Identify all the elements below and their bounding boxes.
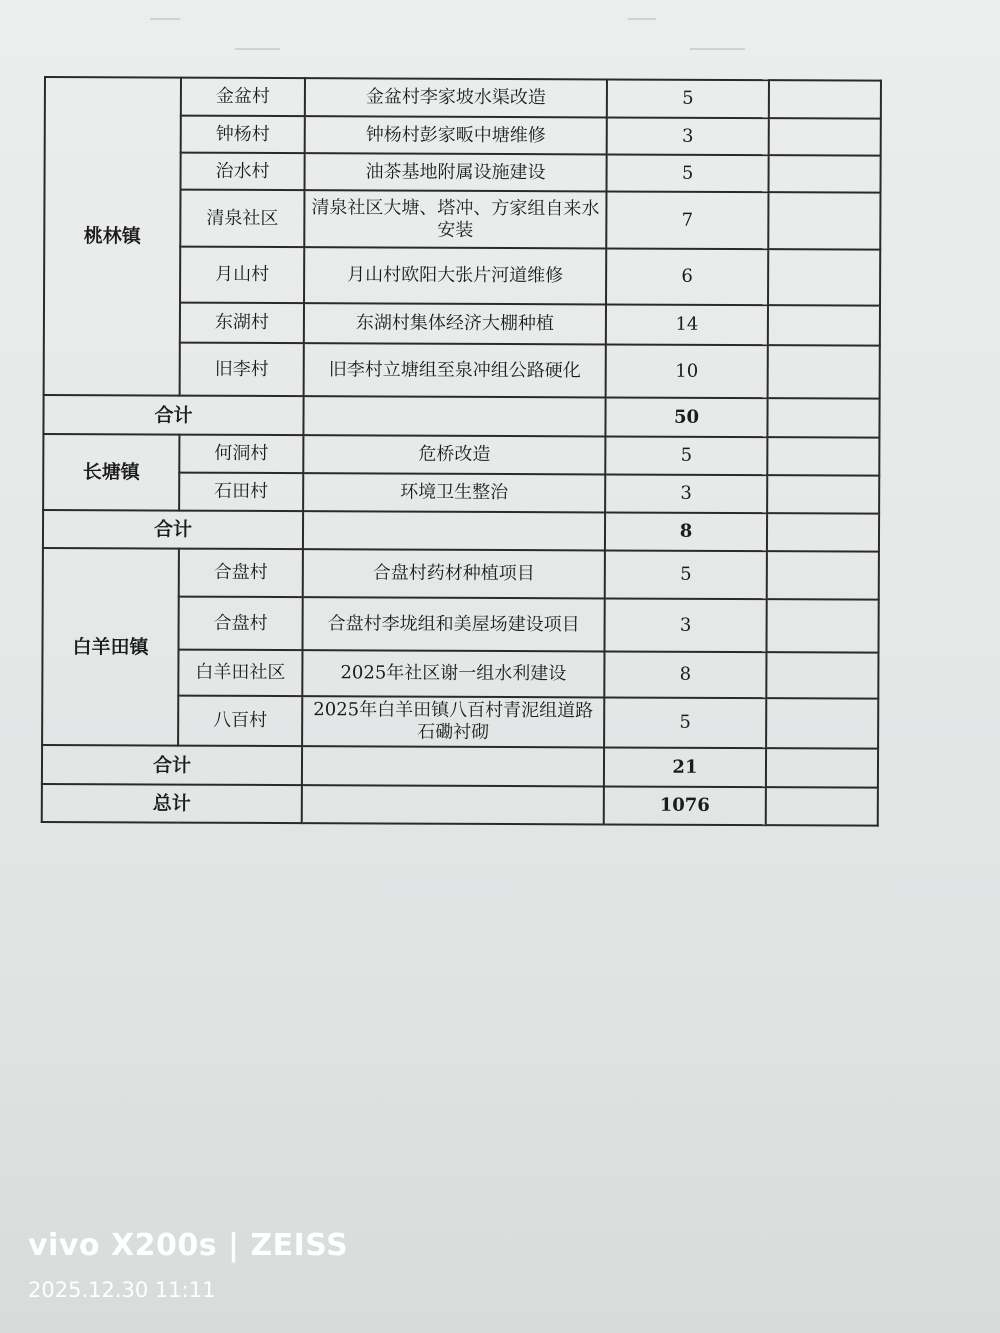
village-cell: 治水村 — [181, 153, 305, 191]
village-cell: 八百村 — [178, 696, 302, 747]
paper-smudge — [690, 48, 745, 50]
project-cell — [303, 396, 605, 436]
subtotal-row — [43, 395, 879, 438]
note-cell — [766, 748, 878, 787]
note-cell — [766, 698, 878, 748]
amount-cell: 5 — [607, 154, 769, 192]
project-cell — [303, 511, 605, 550]
amount-cell: 6 — [606, 248, 768, 305]
project-cell: 金盆村李家坡水渠改造 — [305, 78, 607, 117]
village-cell: 月山村 — [180, 247, 304, 304]
grand-total-value: 1076 — [604, 786, 766, 825]
village-cell: 金盆村 — [181, 78, 305, 117]
project-cell: 环境卫生整治 — [303, 473, 605, 512]
amount-cell: 10 — [606, 344, 768, 398]
town-cell: 白羊田镇 — [42, 548, 179, 746]
note-cell — [769, 80, 881, 118]
village-cell: 何洞村 — [179, 435, 303, 474]
project-cell: 东湖村集体经济大棚种植 — [304, 303, 606, 344]
subtotal-row — [42, 745, 878, 788]
grand-total-row — [42, 784, 878, 826]
note-cell — [769, 118, 881, 155]
amount-cell: 5 — [605, 436, 767, 475]
subtotal-label: 合计 — [43, 395, 303, 435]
table-row — [43, 548, 879, 600]
village-cell: 合盘村 — [179, 549, 303, 598]
town-cell: 桃林镇 — [44, 77, 181, 396]
subtotal-value: 8 — [605, 512, 767, 551]
village-cell: 旧李村 — [180, 343, 304, 397]
amount-cell: 5 — [607, 79, 769, 118]
note-cell — [766, 652, 878, 698]
note-cell — [767, 513, 879, 551]
paper-smudge — [628, 18, 656, 20]
project-cell: 危桥改造 — [303, 435, 605, 474]
village-cell: 合盘村 — [178, 597, 302, 651]
note-cell — [769, 155, 881, 192]
note-cell — [768, 345, 880, 398]
note-cell — [766, 787, 878, 825]
grand-total-label: 总计 — [42, 784, 302, 823]
village-cell: 东湖村 — [180, 303, 304, 344]
project-cell: 钟杨村彭家畈中塘维修 — [305, 116, 607, 154]
camera-watermark-brand: vivo X200s | ZEISS — [28, 1228, 349, 1263]
paper-smudge — [235, 48, 280, 50]
project-cell: 旧李村立塘组至泉冲组公路硬化 — [304, 343, 606, 397]
amount-cell: 3 — [607, 117, 769, 155]
amount-cell: 3 — [605, 474, 767, 513]
camera-watermark-datetime: 2025.12.30 11:11 — [28, 1278, 216, 1302]
village-cell: 白羊田社区 — [178, 650, 302, 697]
amount-cell: 14 — [606, 304, 768, 345]
project-cell — [302, 785, 604, 824]
subtotal-label: 合计 — [42, 745, 302, 785]
subtotal-value: 21 — [604, 747, 766, 787]
note-cell — [768, 249, 880, 305]
project-cell: 油茶基地附属设施建设 — [305, 153, 607, 191]
note-cell — [767, 437, 879, 475]
amount-cell: 8 — [604, 651, 766, 698]
project-cell: 2025年社区谢一组水利建设 — [302, 650, 604, 697]
amount-cell: 3 — [604, 598, 766, 652]
note-cell — [768, 192, 880, 249]
table-row — [43, 434, 879, 476]
project-cell — [302, 746, 604, 786]
village-cell: 石田村 — [179, 473, 303, 512]
subtotal-label: 合计 — [43, 510, 303, 549]
village-cell: 钟杨村 — [181, 116, 305, 154]
note-cell — [768, 305, 880, 345]
table-row — [45, 77, 881, 119]
project-table — [41, 76, 882, 827]
amount-cell: 7 — [606, 191, 768, 249]
note-cell — [767, 475, 879, 513]
project-cell: 2025年白羊田镇八百村青泥组道路石磡衬砌 — [302, 696, 604, 747]
subtotal-value: 50 — [605, 397, 767, 437]
amount-cell: 5 — [605, 550, 767, 599]
project-cell: 合盘村李垅组和美屋场建设项目 — [302, 597, 604, 651]
note-cell — [767, 551, 879, 599]
note-cell — [767, 398, 879, 437]
town-cell: 长塘镇 — [43, 434, 179, 511]
project-cell: 清泉社区大塘、塔冲、方家组自来水安装 — [304, 190, 606, 248]
amount-cell: 5 — [604, 697, 766, 748]
village-cell: 清泉社区 — [180, 190, 304, 248]
subtotal-row — [43, 510, 879, 552]
paper-smudge — [150, 18, 180, 20]
project-cell: 月山村欧阳大张片河道维修 — [304, 247, 606, 304]
note-cell — [766, 599, 878, 652]
project-cell: 合盘村药材种植项目 — [303, 549, 605, 598]
